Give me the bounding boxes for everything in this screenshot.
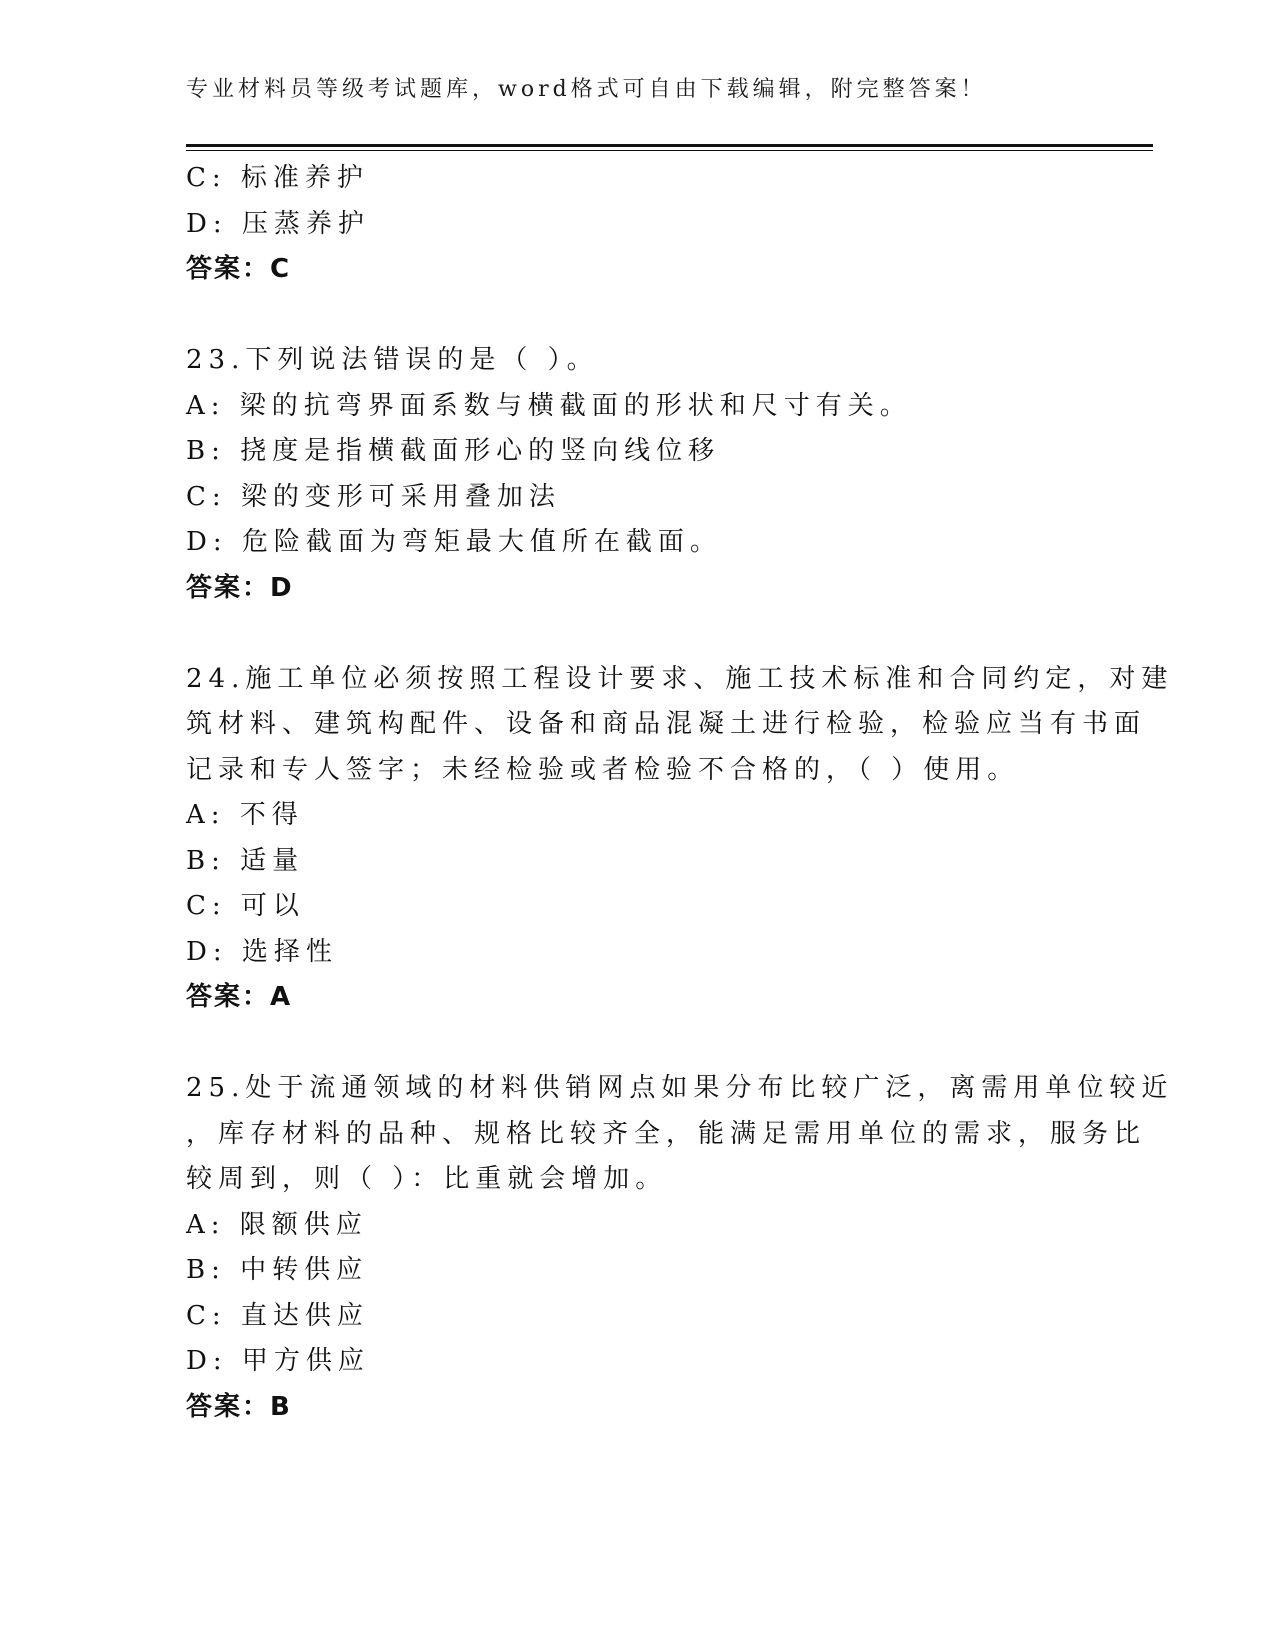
question-text-line: 23.下列说法错误的是（ ）。 (186, 345, 599, 375)
option-d: D: 压蒸养护 (186, 208, 370, 239)
option-d: D: 甲方供应 (186, 1346, 370, 1376)
question-text-line: 24.施工单位必须按照工程设计要求、施工技术标准和合同约定，对建 (186, 663, 1174, 694)
question-text (186, 657, 1174, 794)
answer-line: 答案：A (186, 982, 293, 1012)
question-text (186, 338, 1086, 384)
option-c: C: 标准养护 (186, 163, 369, 193)
header-rule-thin (186, 150, 1153, 151)
question-text-line: 记录和专人签字；未经检验或者检验不合格的，（ ）使用。 (186, 754, 1020, 785)
option-b: B: 挠度是指横截面形心的竖向线位移 (186, 436, 721, 466)
option-d: D: 危险截面为弯矩最大值所在截面。 (186, 527, 722, 557)
question-text-line: 筑材料、建筑构配件、设备和商品混凝土进行检验，检验应当有书面 (186, 709, 1147, 739)
spacer (186, 1021, 1086, 1067)
question-22-continuation (186, 156, 1086, 293)
option-b: B: 适量 (186, 845, 305, 876)
spacer (186, 293, 1086, 339)
answer-line: 答案：D (186, 572, 294, 603)
option-a: A: 不得 (186, 800, 304, 830)
question-text (186, 1066, 1174, 1203)
question-list (186, 156, 1174, 1430)
option-c: C: 直达供应 (186, 1300, 369, 1331)
question-23 (186, 338, 1086, 611)
option-d: D: 选择性 (186, 936, 338, 967)
header-rule-thick (186, 144, 1153, 147)
option-a: A: 限额供应 (186, 1209, 368, 1240)
page-header: 专业材料员等级考试题库，word格式可自由下载编辑，附完整答案！ (186, 77, 987, 102)
question-text-line: 较周到，则（ ）：比重就会增加。 (186, 1164, 668, 1194)
question-text-line: ，库存材料的品种、规格比较齐全，能满足需用单位的需求，服务比 (186, 1118, 1147, 1149)
answer-line: 答案：B (186, 1391, 292, 1422)
option-c: C: 梁的变形可采用叠加法 (186, 481, 561, 512)
spacer (186, 611, 1086, 657)
question-text-line: 25.处于流通领域的材料供销网点如果分布比较广泛，离需用单位较近 (186, 1073, 1174, 1103)
option-a: A: 梁的抗弯界面系数与横截面的形状和尺寸有关。 (186, 390, 912, 421)
answer-line: 答案：C (186, 254, 292, 284)
question-25 (186, 1066, 1174, 1430)
question-24 (186, 657, 1174, 1021)
option-c: C: 可以 (186, 891, 305, 921)
option-b: B: 中转供应 (186, 1255, 369, 1285)
